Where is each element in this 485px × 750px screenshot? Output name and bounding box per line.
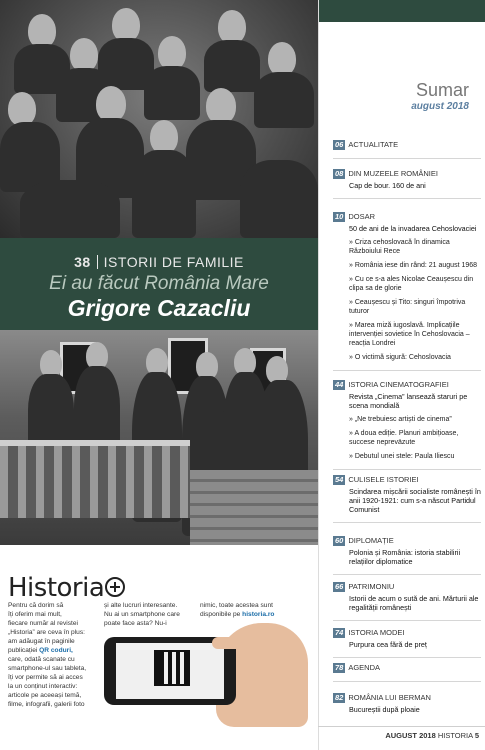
toc-section: ISTORIA CINEMATOGRAFIEI [348, 380, 449, 389]
toc-entry[interactable] [333, 628, 481, 658]
toc-subitem: » A doua ediție. Planuri ambițioase, succese nepreväzute [349, 430, 459, 446]
plus-circle-icon [105, 577, 125, 597]
feature-banner[interactable] [0, 238, 318, 330]
finger-illustration [212, 637, 242, 649]
page-footer [385, 731, 479, 740]
historia-site-link[interactable]: historia.ro [242, 611, 275, 618]
promo-text-col1: Pentru că dorim să îți oferim mai mult, fiecare număr al revistei „Historia” are ceva în plus: am adăugat în paginile publicației QR coduri, care, odată scanate cu smartphone-ul sau tableta, îți vor permite să ai acces la un conținut interactiv: articole pe aceeași temă, filme, infografii, galerii foto [8, 602, 87, 708]
banner-page-number: 38 [74, 254, 91, 270]
historia-promo [0, 545, 318, 730]
toc-section: DOSAR [348, 212, 376, 221]
toc-page-number: 66 [335, 582, 344, 591]
toc-entry[interactable] [333, 475, 481, 523]
promo-text-col3: nimic, toate acestea sunt disponibile pe historia.ro [200, 602, 275, 618]
banner-divider [97, 255, 98, 269]
toc-article: Polonia și România: istoria stabilirii relațiilor diplomatice [349, 548, 461, 566]
phone-screen [116, 643, 224, 699]
toc-subitem: » România iese din rând: 21 august 1968 [349, 262, 478, 269]
contents-title: Sumar [415, 80, 469, 100]
toc-subitem: » Debutul unei stele: Paula Iliescu [349, 453, 455, 460]
toc-page-number: 06 [335, 140, 344, 149]
toc-article: 50 de ani de la invadarea Cehoslovaciei [349, 224, 477, 233]
toc-section: DIN MUZEELE ROMÂNIEI [348, 169, 438, 178]
promo-text-col2: și alte lucruri interesante. Nu ai un smartphone care poate face asta? Nu-i [104, 602, 180, 627]
banner-kicker [0, 254, 318, 270]
toc-section: ACTUALITATE [348, 140, 399, 149]
toc-article: Bucureștii după ploaie [349, 705, 420, 714]
stairs [190, 470, 318, 545]
toc-subitem: » Marea miză iugoslavă. Implicațiile intervenției sovietice în Cehoslovacia – reacția Londrei [349, 322, 470, 347]
toc-article: Istorii de acum o sută de ani. Mărturii ale regalității românești [349, 594, 479, 612]
qr-code-icon [154, 650, 190, 686]
issue-date: august 2018 [411, 101, 469, 112]
toc-section: DIPLOMAȚIE [348, 536, 394, 545]
toc-section: PATRIMONIU [348, 582, 395, 591]
banner-title: Grigore Cazacliu [67, 295, 251, 321]
toc-subitem: » Criza cehoslovacă în dinamica Războiului Rece [349, 239, 450, 255]
toc-page-number: 82 [335, 693, 344, 702]
toc-page-number: 60 [335, 536, 344, 545]
toc-page-number: 08 [335, 169, 344, 178]
footer-divider [318, 726, 485, 727]
toc-entry[interactable] [333, 169, 481, 199]
toc-entry[interactable] [333, 582, 481, 621]
toc-page-number: 78 [335, 663, 344, 672]
toc-entry[interactable] [333, 212, 481, 371]
banner-kicker-text: ISTORII DE FAMILIE [103, 254, 244, 270]
toc-entry[interactable] [333, 536, 481, 575]
toc-page-number: 10 [335, 212, 344, 221]
toc-entry[interactable] [333, 380, 481, 470]
toc-section: ISTORIA MODEI [348, 628, 405, 637]
toc-entry[interactable] [333, 140, 481, 159]
toc-subitem: » O victimă sigură: Cehoslovacia [349, 354, 451, 361]
toc-subitem: » Ceaușescu și Tito: singuri împotriva tuturor [349, 299, 466, 315]
balcony-railing [0, 440, 190, 518]
footer-month: AUGUST 2018 [385, 731, 436, 740]
toc-entry[interactable] [333, 693, 481, 714]
footer-magazine: HISTORIA [437, 731, 473, 740]
group-photo-top [0, 0, 318, 238]
footer-page-number: 5 [474, 731, 479, 740]
banner-subtitle: Ei au făcut România Mare [49, 273, 269, 294]
toc-page-number: 74 [335, 628, 344, 637]
toc-section: ROMÂNIA LUI BERMAN [348, 693, 431, 702]
top-color-bar [319, 0, 485, 22]
toc-article: Scindarea mișcării socialiste românești în anii 1920-1921: cum s-a născut Partidul Comunist [349, 487, 481, 514]
toc-section: AGENDA [348, 663, 381, 672]
historia-logo: Historia [8, 573, 105, 603]
toc-section: CULISELE ISTORIEI [348, 475, 419, 484]
toc-entry[interactable] [333, 663, 481, 682]
toc-article: Revista „Cinema” lansează staruri pe scena mondială [349, 392, 468, 410]
toc-article: Cap de bour. 160 de ani [349, 181, 426, 190]
toc-subitem: » Cu ce s-a ales Nicolae Ceaușescu din clipa sa de glorie [349, 276, 474, 292]
qr-codes-highlight: QR coduri, [39, 647, 73, 654]
toc-article: Purpura cea fără de preț [349, 640, 427, 649]
toc-page-number: 44 [335, 380, 344, 389]
toc-page-number: 54 [335, 475, 344, 484]
toc-subitem: » „Ne trebuiesc artiști de cinema” [349, 416, 452, 423]
